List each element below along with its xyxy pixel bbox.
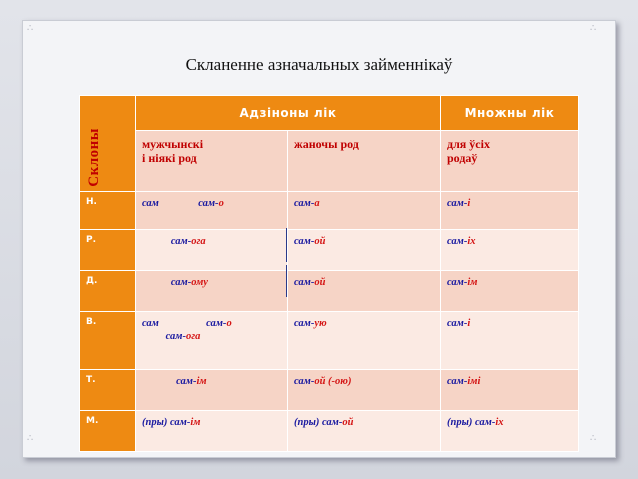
stem-text: сам- [198,198,219,209]
case-label: Н. [80,192,136,230]
form-line [294,416,440,429]
cases-label: Склоны [86,128,102,187]
stem-text: (пры) сам- [142,417,191,428]
stem-text: сам- [142,236,192,247]
corner-dots: ∴ [27,23,34,34]
form-line [142,416,287,429]
masc-form-cell [136,230,288,271]
ending-text: а [314,198,320,209]
form-line [447,197,578,210]
fem-form-cell [288,230,441,271]
form-line [142,317,287,330]
form-line [294,197,440,210]
form-line [142,330,287,343]
plural-form-cell [441,370,579,411]
ending-text: ога [191,236,206,247]
ending-text: ім [467,277,478,288]
masc-neut-header [136,131,288,192]
declension-table [79,95,579,452]
ending-text: ім [190,417,201,428]
column-divider [286,228,287,262]
ending-text: ой [314,236,326,247]
column-divider [286,265,287,297]
masc-form-cell [136,192,288,230]
ending-text: імі [467,376,481,387]
case-label: Д. [80,271,136,312]
table-row [80,192,579,230]
stem-text: сам- [294,198,315,209]
stem-text: сам- [447,198,468,209]
ending-text: ога [185,331,201,342]
form-line [447,276,578,289]
stem-text: сам- [294,318,315,329]
stem-text: сам- [294,277,315,288]
ending-text: ому [191,277,208,288]
case-label: Т. [80,370,136,411]
fem-form-cell [288,312,441,370]
masc-form-cell [136,370,288,411]
case-label: Р. [80,230,136,271]
corner-dots: ∴ [590,23,597,34]
stem-text: сам- [447,236,468,247]
form-line [294,375,440,388]
fem-label: жаночы род [294,137,359,151]
plural-form-cell [441,411,579,452]
stem-text: сам- [447,376,468,387]
masc-neut-line2: і ніякі род [142,151,197,165]
masc-form-cell [136,271,288,312]
stem-text: сам- [447,318,468,329]
ending-text: о [226,318,232,329]
all-genders-line2: родаў [447,151,478,165]
stem-text: сам- [447,277,468,288]
stem-text: сам [142,198,159,209]
masc-neut-line1: мужчынскі [142,137,204,151]
plural-header: Множны лік [441,96,579,131]
ending-text: ой [314,277,326,288]
stem-text: (пры) сам- [447,417,496,428]
plural-form-cell [441,312,579,370]
all-genders-header [441,131,579,192]
fem-form-cell [288,370,441,411]
stem-text [159,318,206,329]
table-row [80,312,579,370]
plural-form-cell [441,192,579,230]
ending-text: ую [314,318,327,329]
ending-text: і [467,318,471,329]
plural-form-cell [441,230,579,271]
masc-form-cell [136,411,288,452]
form-line [447,375,578,388]
table-row [80,411,579,452]
masc-form-cell [136,312,288,370]
table-row [80,271,579,312]
ending-text: іх [495,417,504,428]
stem-text: сам- [142,331,186,342]
ending-text: і [467,198,471,209]
form-line [142,235,287,248]
case-label: М. [80,411,136,452]
form-line [447,235,578,248]
ending-text: ой [342,417,354,428]
form-line [447,416,578,429]
stem-text: сам- [294,236,315,247]
form-line [447,317,578,330]
ending-text: ім [196,376,207,387]
stem-text: сам- [294,376,315,387]
cases-header [80,96,136,192]
fem-form-cell [288,411,441,452]
corner-dots: ∴ [27,433,34,444]
fem-form-cell [288,271,441,312]
ending-text: ой (-ою) [314,376,352,387]
all-genders-line1: для ўсіх [447,137,490,151]
corner-dots: ∴ [590,433,597,444]
plural-form-cell [441,271,579,312]
page-title: Скланенне азначальных займеннікаў [185,55,453,74]
stem-text: сам [142,318,159,329]
stem-text: сам- [206,318,227,329]
stem-text: сам- [142,277,192,288]
form-line [294,276,440,289]
table-row [80,230,579,271]
stem-text: сам- [142,376,197,387]
ending-text: о [218,198,224,209]
singular-header: Адзіноны лік [136,96,441,131]
form-line [142,197,287,210]
fem-form-cell [288,192,441,230]
table-row [80,370,579,411]
fem-header [288,131,441,192]
form-line [142,375,287,388]
form-line [142,276,287,289]
case-label: В. [80,312,136,370]
stem-text: (пры) сам- [294,417,343,428]
stem-text [159,198,198,209]
form-line [294,317,440,330]
ending-text: іх [467,236,476,247]
form-line [294,235,440,248]
